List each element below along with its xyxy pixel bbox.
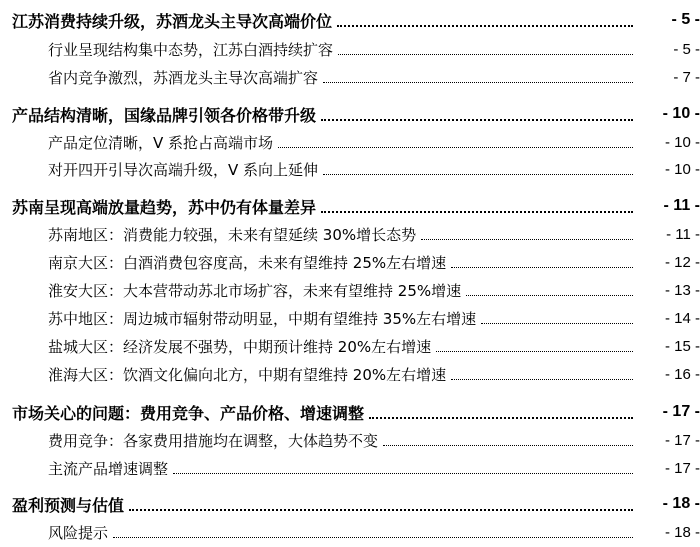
dot-leader <box>383 444 633 446</box>
toc-entry-section[interactable] <box>0 102 700 126</box>
toc-entry-page: - 12 - <box>664 253 700 271</box>
toc-entry-page: - 16 - <box>664 365 700 383</box>
toc-entry-title: 风险提示 <box>48 523 109 542</box>
toc-entry-subsection[interactable] <box>0 278 700 302</box>
toc-entry-page: - 10 - <box>664 133 700 151</box>
toc-entry-title: 省内竞争激烈，苏酒龙头主导次高端扩容 <box>48 68 319 87</box>
toc-entry-title: 盐城大区：经济发展不强势，中期预计维持 20%左右增速 <box>48 337 432 356</box>
dot-leader <box>451 378 633 380</box>
toc-entry-section[interactable] <box>0 400 700 424</box>
toc-entry-subsection[interactable] <box>0 520 700 544</box>
toc-entry-subsection[interactable] <box>0 306 700 330</box>
toc-entry-title: 市场关心的问题：费用竞争、产品价格、增速调整 <box>12 403 365 423</box>
toc-entry-title: 苏南呈现高端放量趋势，苏中仍有体量差异 <box>12 197 317 217</box>
dot-leader <box>173 472 633 474</box>
toc-entry-page: - 10 - <box>664 160 700 178</box>
dot-leader <box>278 146 633 148</box>
toc-entry-section[interactable] <box>0 194 700 218</box>
dot-leader <box>338 53 633 55</box>
toc-entry-title: 苏南地区：消费能力较强，未来有望延续 30%增长态势 <box>48 225 417 244</box>
toc-entry-subsection[interactable] <box>0 456 700 480</box>
toc-entry-page: - 11 - <box>663 197 700 214</box>
toc-entry-subsection[interactable] <box>0 222 700 246</box>
toc-entry-page: - 14 - <box>664 309 700 327</box>
dot-leader <box>321 210 633 213</box>
toc-entry-subsection[interactable] <box>0 250 700 274</box>
toc-entry-page: - 18 - <box>664 523 700 541</box>
dot-leader <box>113 536 633 538</box>
dot-leader <box>451 266 633 268</box>
toc-entry-page: - 11 - <box>666 225 700 243</box>
toc-entry-subsection[interactable] <box>0 65 700 89</box>
toc-entry-page: - 7 - <box>673 68 700 86</box>
toc-entry-subsection[interactable] <box>0 334 700 358</box>
dot-leader <box>481 322 633 324</box>
toc-entry-title: 江苏消费持续升级，苏酒龙头主导次高端价位 <box>12 11 333 31</box>
dot-leader <box>323 173 633 175</box>
toc-entry-title: 对开四开引导次高端升级，V 系向上延伸 <box>48 160 319 179</box>
toc-entry-page: - 17 - <box>664 431 700 449</box>
toc-entry-subsection[interactable] <box>0 157 700 181</box>
toc-entry-title: 行业呈现结构集中态势，江苏白酒持续扩容 <box>48 40 334 59</box>
toc-entry-title: 产品定位清晰，V 系抢占高端市场 <box>48 133 274 152</box>
dot-leader <box>337 24 633 27</box>
toc-entry-subsection[interactable] <box>0 362 700 386</box>
dot-leader <box>369 416 633 419</box>
dot-leader <box>466 294 633 296</box>
toc-entry-section[interactable] <box>0 492 700 516</box>
toc-entry-title: 淮海大区：饮酒文化偏向北方，中期有望维持 20%左右增速 <box>48 365 447 384</box>
toc-entry-page: - 17 - <box>662 403 700 420</box>
dot-leader <box>323 81 633 83</box>
toc-entry-title: 南京大区：白酒消费包容度高，未来有望维持 25%左右增速 <box>48 253 447 272</box>
toc-entry-title: 产品结构清晰，国缘品牌引领各价格带升级 <box>12 105 317 125</box>
toc-entry-page: - 17 - <box>664 459 700 477</box>
dot-leader <box>421 238 633 240</box>
dot-leader <box>436 350 633 352</box>
dot-leader <box>129 508 633 511</box>
toc-entry-page: - 5 - <box>671 11 700 28</box>
toc-entry-section[interactable] <box>0 8 700 32</box>
toc-entry-title: 盈利预测与估值 <box>12 495 125 515</box>
toc-entry-page: - 18 - <box>662 495 700 512</box>
toc-entry-title: 费用竞争：各家费用措施均在调整，大体趋势不变 <box>48 431 379 450</box>
toc-entry-page: - 13 - <box>664 281 700 299</box>
toc-entry-title: 主流产品增速调整 <box>48 459 169 478</box>
toc-entry-subsection[interactable] <box>0 130 700 154</box>
toc-entry-subsection[interactable] <box>0 37 700 61</box>
toc-entry-page: - 15 - <box>664 337 700 355</box>
dot-leader <box>321 118 633 121</box>
toc-entry-title: 淮安大区：大本营带动苏北市场扩容，未来有望维持 25%增速 <box>48 281 462 300</box>
toc-entry-subsection[interactable] <box>0 428 700 452</box>
toc-entry-page: - 10 - <box>662 105 700 122</box>
toc-entry-page: - 5 - <box>673 40 700 58</box>
toc-entry-title: 苏中地区：周边城市辐射带动明显，中期有望维持 35%左右增速 <box>48 309 477 328</box>
